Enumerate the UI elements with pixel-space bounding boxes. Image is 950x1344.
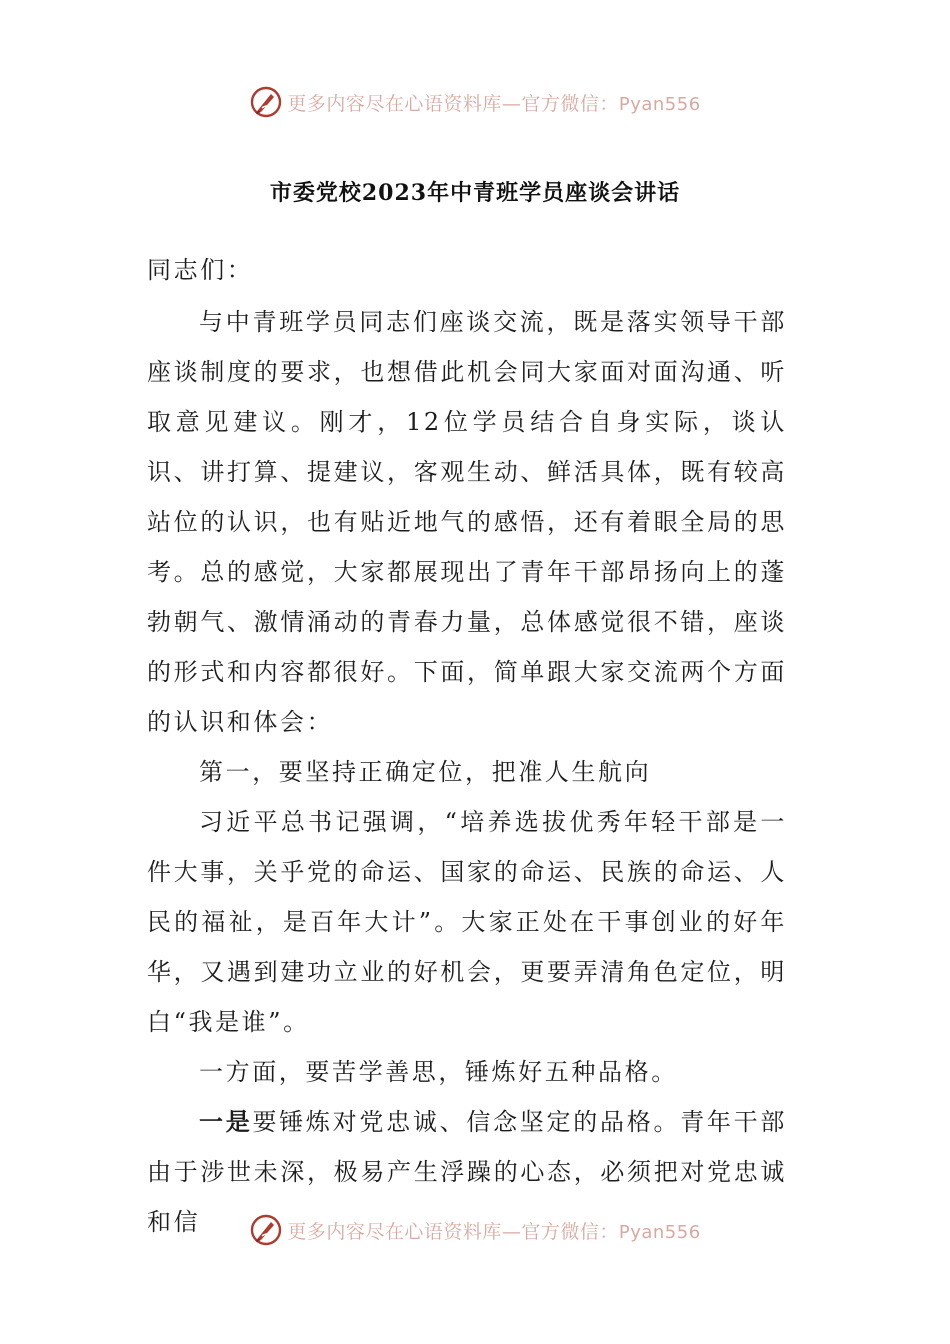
pen-logo-icon [249, 1213, 283, 1247]
watermark-text [287, 1217, 700, 1244]
paragraph-one-aspect: 一方面，要苦学善思，锤炼好五种品格。 [199, 1058, 678, 1086]
document-body [147, 247, 787, 1247]
wechat-id: Pyan556 [618, 1221, 701, 1243]
section-heading-first: 第一，要坚持正确定位，把准人生航向 [199, 758, 652, 786]
paragraph-quote: 习近平总书记强调，“培养选拔优秀年轻干部是一件大事，关乎党的命运、国家的命运、民族的命运、人民的福祉，是百年大计”。大家正处在干事创业的好年华，又遇到建功立业的好机会，更要弄清角色定位，明白“我是谁”。 [147, 808, 787, 1036]
pen-logo-icon [249, 85, 283, 119]
point-one-lead: 一是 [199, 1107, 253, 1136]
wechat-id: Pyan556 [618, 93, 701, 115]
point-one-text: 要锤炼对党忠诚、信念坚定的品格。青年干部由于涉世未深，极易产生浮躁的心态，必须把对党忠诚和信 [147, 1108, 787, 1236]
document-title: 市委党校2023年中青班学员座谈会讲话 [269, 180, 681, 206]
watermark-label: 更多内容尽在心语资料库—官方微信： [287, 92, 619, 115]
paragraph-intro: 与中青班学员同志们座谈交流，既是落实领导干部座谈制度的要求，也想借此机会同大家面对面沟通、听取意见建议。刚才，12位学员结合自身实际，谈认识、讲打算、提建议，客观生动、鲜活具体，既有较高站位的认识，也有贴近地气的感悟，还有着眼全局的思考。总的感觉，大家都展现出了青年干部昂扬向上的蓬勃朝气、激情涌动的青春力量，总体感觉很不错，座谈的形式和内容都很好。下面，简单跟大家交流两个方面的认识和体会： [147, 308, 787, 736]
watermark-text [287, 89, 700, 116]
salutation: 同志们： [147, 256, 254, 284]
header-watermark [0, 80, 950, 124]
watermark-label: 更多内容尽在心语资料库—官方微信： [287, 1220, 619, 1243]
footer-watermark [0, 1208, 950, 1252]
